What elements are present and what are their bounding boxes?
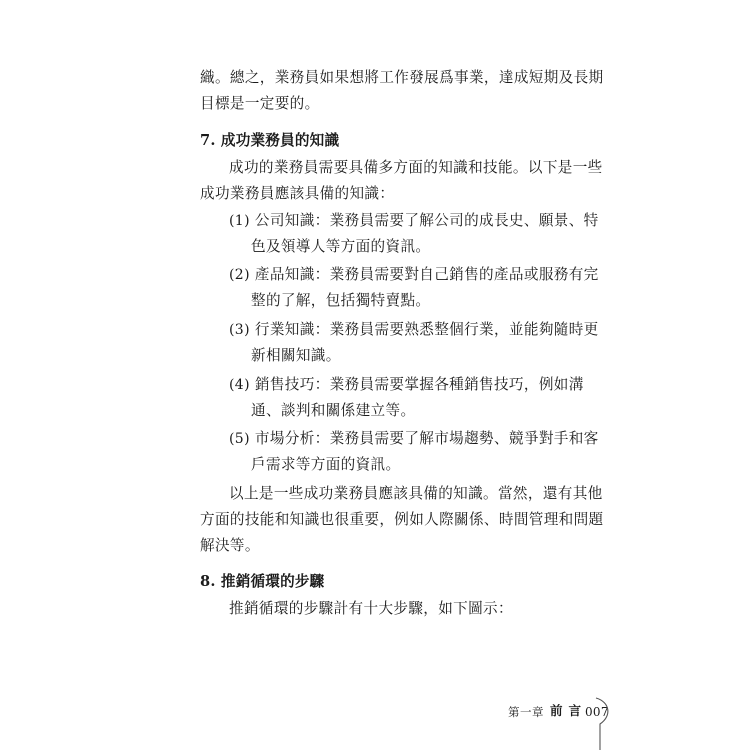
list-item-text: 產品知識：業務員需要對自己銷售的產品或服務有完 [254, 266, 599, 283]
list-item-continuation: 通、談判和關係建立等。 [251, 402, 416, 419]
list-item-text: 市場分析：業務員需要了解市場趨勢、競爭對手和客 [254, 430, 599, 447]
list-item-continuation: 色及領導人等方面的資訊。 [251, 238, 431, 255]
list-item-number: (3) [229, 322, 250, 338]
list-item-continuation: 整的了解，包括獨特賣點。 [251, 292, 431, 309]
section-7-closing-line-2: 方面的技能和知識也很重要，例如人際關係、時間管理和問題 [200, 511, 604, 528]
list-item [229, 211, 599, 231]
list-item [229, 375, 584, 395]
list-item-number: (4) [229, 377, 250, 393]
list-item-number: (1) [229, 213, 250, 229]
section-7-paragraph-line-2: 成功業務員應該具備的知識： [200, 185, 395, 202]
footer-page-number: 007 [585, 705, 609, 719]
section-7-closing-line-1: 以上是一些成功業務員應該具備的知識。當然，還有其他 [229, 485, 603, 502]
footer-chapter: 第一章 [508, 705, 544, 719]
list-item [229, 429, 599, 449]
list-item-number: (2) [229, 267, 250, 283]
list-item-text: 銷售技巧：業務員需要掌握各種銷售技巧，例如溝 [254, 376, 584, 393]
list-item-continuation: 戶需求等方面的資訊。 [251, 456, 401, 473]
list-item [229, 320, 599, 340]
list-item-text: 公司知識：業務員需要了解公司的成長史、願景、特 [254, 212, 599, 229]
intro-line-2: 目標是一定要的。 [200, 95, 320, 112]
list-item-text: 行業知識：業務員需要熟悉整個行業，並能夠隨時更 [254, 321, 599, 338]
intro-line-1: 織。總之，業務員如果想將工作發展爲事業，達成短期及長期 [200, 69, 604, 86]
section-7-paragraph-line-1: 成功的業務員需要具備多方面的知識和技能。以下是一些 [229, 159, 603, 176]
list-item-continuation: 新相關知識。 [251, 347, 341, 364]
footer-title: 前言 [550, 703, 588, 718]
list-item [229, 265, 599, 285]
page-curve-ornament [594, 694, 618, 750]
section-7-heading: 7. 成功業務員的知識 [200, 132, 340, 149]
section-7-closing-line-3: 解決等。 [200, 537, 260, 554]
section-8-paragraph-line-1: 推銷循環的步驟計有十大步驟，如下圖示： [229, 600, 513, 617]
section-8-heading: 8. 推銷循環的步驟 [200, 573, 325, 590]
list-item-number: (5) [229, 431, 250, 447]
